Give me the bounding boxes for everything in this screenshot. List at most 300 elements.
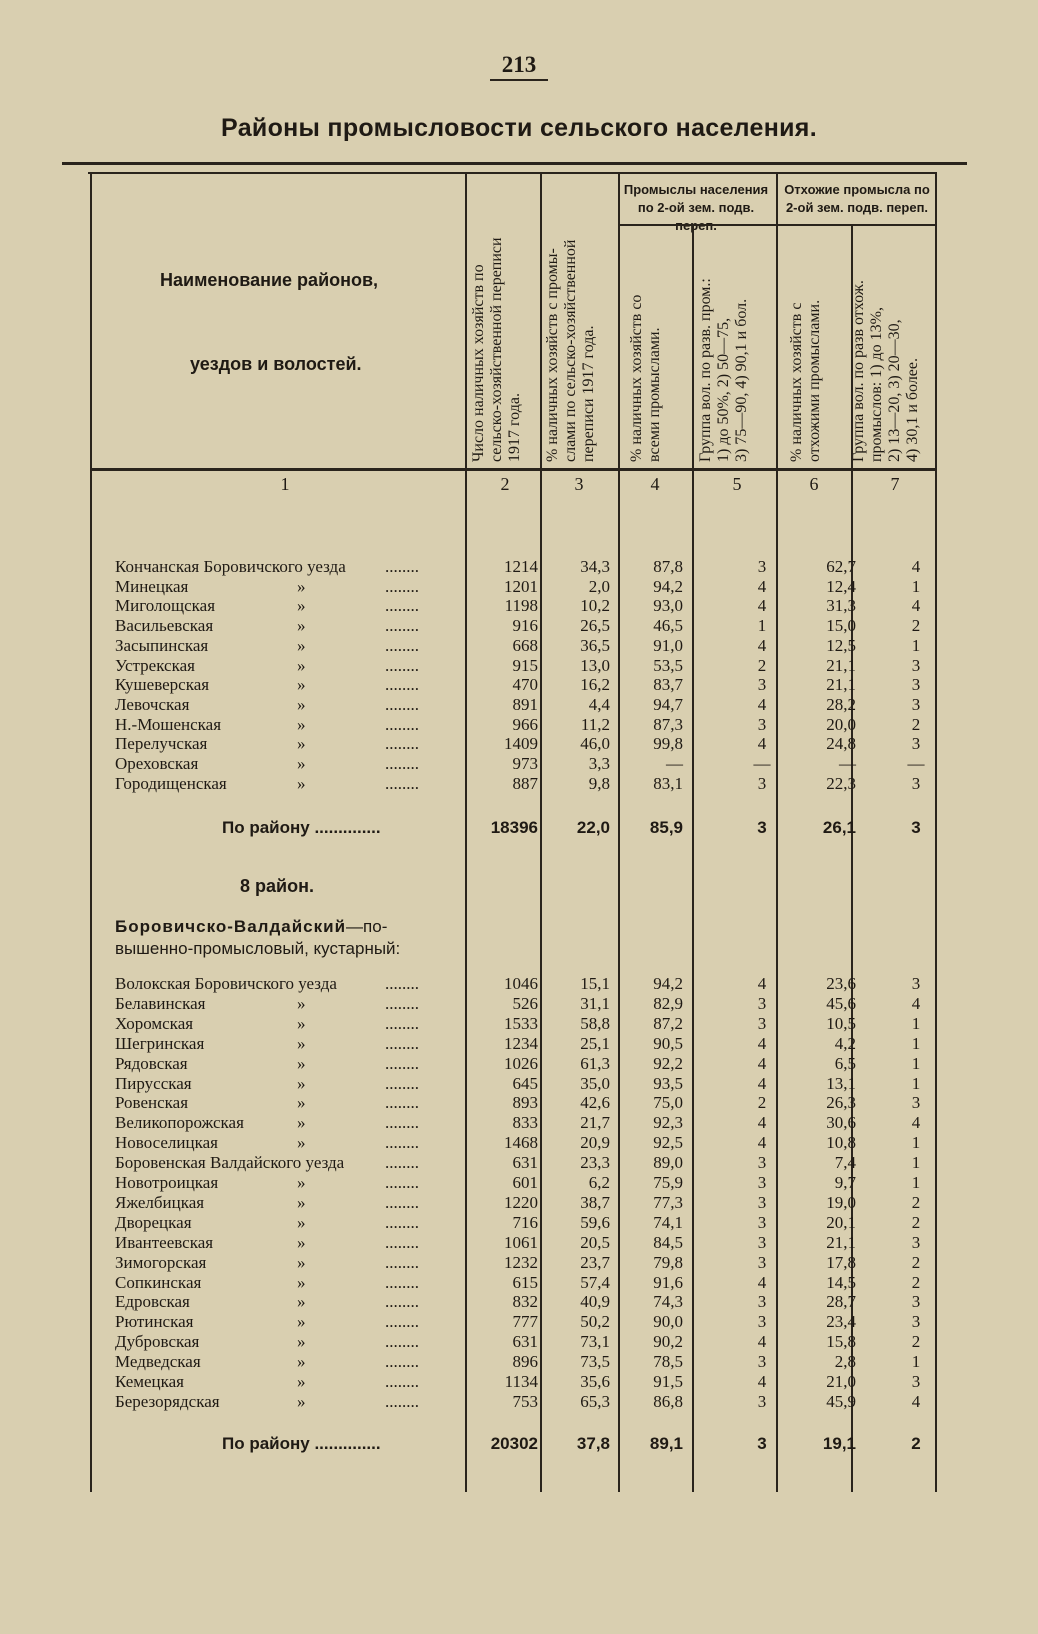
- table-row: [0, 1213, 1038, 1233]
- cell-c4: 91,6: [653, 1272, 683, 1292]
- table-row: [0, 715, 1038, 735]
- section2-region: [115, 916, 400, 960]
- col-number-7: 7: [890, 474, 900, 494]
- cell-c6: 10,8: [826, 1133, 856, 1153]
- header-col2: Число наличных хозяйств по сельско-хозяйственной переписи 1917 года.: [470, 237, 523, 462]
- col-number-1: 1: [280, 474, 290, 494]
- cell-ditto: »: [297, 1352, 306, 1372]
- cell-c6: 26,3: [826, 1093, 856, 1113]
- cell-c6: 28,2: [826, 694, 856, 714]
- cell-c6: 6,5: [834, 1053, 856, 1073]
- cell-c5: 2: [757, 1093, 767, 1113]
- cell-c6: 7,4: [834, 1153, 856, 1173]
- cell-name: Кушеверская: [115, 675, 210, 695]
- header-col6: % наличных хозяйств с отхожими промыслами.: [788, 299, 823, 462]
- cell-c6: 15,0: [826, 616, 856, 636]
- cell-c6: 21,1: [826, 655, 856, 675]
- cell-c7: 3: [911, 1232, 921, 1252]
- leader-dots: ........: [385, 1232, 419, 1252]
- cell-c6: 17,8: [826, 1252, 856, 1272]
- cell-c4: 93,0: [653, 596, 683, 616]
- group-rule-1: [620, 224, 776, 226]
- cell-c6: 19,1: [822, 1434, 856, 1453]
- cell-c6: 62,7: [826, 557, 856, 576]
- cell-c4: 89,1: [649, 1434, 683, 1453]
- cell-c5: 4: [757, 1133, 767, 1153]
- cell-c2: 916: [512, 616, 538, 636]
- cell-c2: 1201: [504, 576, 538, 596]
- table-row: [0, 656, 1038, 676]
- cell-c7: 1: [911, 576, 921, 596]
- cell-c4: 84,5: [653, 1232, 683, 1252]
- cell-c5: 3: [757, 1434, 767, 1453]
- cell-c5: 1: [757, 616, 767, 636]
- table-row: [0, 974, 1038, 994]
- cell-c7: 3: [911, 734, 921, 754]
- cell-ditto: »: [297, 1372, 306, 1391]
- leader-dots: ........: [385, 557, 419, 576]
- cell-c7: 1: [911, 1153, 921, 1173]
- leader-dots: ........: [385, 1372, 419, 1391]
- cell-name: Новоселицкая: [115, 1133, 218, 1153]
- cell-name: Хоромская: [115, 1013, 194, 1033]
- table-row: [0, 1372, 1038, 1392]
- cell-name: Дворецкая: [115, 1212, 192, 1232]
- cell-ditto: »: [297, 1113, 306, 1133]
- cell-c2: 20302: [490, 1434, 538, 1453]
- table-row: [0, 1113, 1038, 1133]
- cell-c6: 20,0: [826, 714, 856, 734]
- cell-ditto: »: [297, 616, 306, 636]
- header-group2: Отхожие промысла по 2-ой зем. подв. переп.: [784, 182, 930, 215]
- cell-c2: 753: [512, 1391, 538, 1411]
- cell-c6: 22,3: [826, 773, 856, 793]
- cell-name: Засыпинская: [115, 635, 209, 655]
- cell-c5: 3: [757, 675, 767, 695]
- cell-c7: 1: [911, 1352, 921, 1372]
- cell-name: Белавинская: [115, 993, 206, 1013]
- leader-dots: ........: [385, 616, 419, 636]
- cell-ditto: »: [297, 1332, 306, 1352]
- cell-c2: 615: [512, 1272, 538, 1292]
- cell-c4: 53,5: [653, 655, 683, 675]
- col-number-3: 3: [574, 474, 584, 494]
- cell-c3: 35,0: [580, 1073, 610, 1093]
- leader-dots: ........: [385, 1252, 419, 1272]
- cell-c3: 61,3: [580, 1053, 610, 1073]
- leader-dots: ........: [385, 1093, 419, 1113]
- leader-dots: ........: [385, 1133, 419, 1153]
- cell-c5: 4: [757, 734, 767, 754]
- cell-c4: 90,5: [653, 1033, 683, 1053]
- table-row: [0, 675, 1038, 695]
- cell-c2: 1214: [504, 557, 538, 576]
- table-row: [0, 1074, 1038, 1094]
- cell-ditto: »: [297, 773, 306, 793]
- cell-c3: 23,3: [580, 1153, 610, 1173]
- cell-c3: 73,5: [580, 1352, 610, 1372]
- cell-c5: 3: [757, 1192, 767, 1212]
- cell-c7: 3: [911, 1312, 921, 1332]
- leader-dots: ........: [385, 1391, 419, 1411]
- cell-name: Медведская: [115, 1352, 201, 1372]
- cell-c2: 1232: [504, 1252, 538, 1272]
- table-row: [0, 636, 1038, 656]
- leader-dots: ........: [385, 974, 419, 993]
- cell-c4: 94,7: [653, 694, 683, 714]
- cell-c2: 1234: [504, 1033, 538, 1053]
- cell-c5: 3: [757, 1352, 767, 1372]
- cell-c2: 1198: [504, 596, 538, 616]
- leader-dots: ........: [385, 1192, 419, 1212]
- cell-c3: 59,6: [580, 1212, 610, 1232]
- cell-ditto: »: [297, 1093, 306, 1113]
- cell-c5: 3: [757, 1391, 767, 1411]
- cell-name: Пирусская: [115, 1073, 192, 1093]
- cell-c6: 20,1: [826, 1212, 856, 1232]
- table-row: [0, 1054, 1038, 1074]
- table-row: [0, 695, 1038, 715]
- table-row: [0, 1392, 1038, 1412]
- cell-c2: 832: [512, 1292, 538, 1312]
- cell-ditto: »: [297, 1053, 306, 1073]
- cell-c2: 470: [512, 675, 538, 695]
- cell-c3: 9,8: [588, 773, 610, 793]
- cell-c7: 3: [911, 694, 921, 714]
- title-rule: [62, 162, 967, 165]
- leader-dots: ........: [385, 1153, 419, 1173]
- cell-c6: 12,5: [826, 635, 856, 655]
- cell-name: Левочская: [115, 694, 190, 714]
- cell-c6: 2,8: [834, 1352, 856, 1372]
- cell-ditto: »: [297, 576, 306, 596]
- cell-c7: 4: [911, 1113, 921, 1133]
- cell-c7: 3: [911, 655, 921, 675]
- cell-c2: 1061: [504, 1232, 538, 1252]
- cell-c7: 1: [911, 1173, 921, 1192]
- col-number-5: 5: [732, 474, 742, 494]
- section2-total-row: [0, 1434, 1038, 1454]
- cell-ditto: »: [297, 1212, 306, 1232]
- cell-c7: 3: [911, 675, 921, 695]
- table-row: [0, 994, 1038, 1014]
- cell-c3: 50,2: [580, 1312, 610, 1332]
- total-label: По району ..............: [222, 818, 381, 837]
- table-row: [0, 1233, 1038, 1253]
- cell-c5: 4: [757, 974, 767, 993]
- cell-name: Великопорожская: [115, 1113, 244, 1133]
- cell-c2: 631: [512, 1332, 538, 1352]
- cell-ditto: »: [297, 993, 306, 1013]
- cell-c4: 90,0: [653, 1312, 683, 1332]
- cell-c2: 1220: [504, 1192, 538, 1212]
- cell-ditto: »: [297, 1252, 306, 1272]
- cell-c4: 91,5: [653, 1372, 683, 1391]
- table-row: [0, 774, 1038, 794]
- cell-name: Зимогорская: [115, 1252, 207, 1272]
- cell-ditto: »: [297, 1013, 306, 1033]
- cell-c7: 2: [911, 1212, 921, 1232]
- table-row: [0, 1173, 1038, 1193]
- leader-dots: ........: [385, 675, 419, 695]
- table-row: [0, 1292, 1038, 1312]
- table-row: [0, 616, 1038, 636]
- cell-c4: 75,9: [653, 1173, 683, 1192]
- cell-c5: 4: [757, 1053, 767, 1073]
- col-number-2: 2: [500, 474, 510, 494]
- cell-c6: 13,1: [826, 1073, 856, 1093]
- cell-c4: 78,5: [653, 1352, 683, 1372]
- table-row: [0, 1133, 1038, 1153]
- leader-dots: ........: [385, 1013, 419, 1033]
- cell-name: Кончанская Боровичского уезда: [115, 557, 346, 576]
- cell-c2: 526: [512, 993, 538, 1013]
- cell-c3: 40,9: [580, 1292, 610, 1312]
- cell-c7: 3: [911, 773, 921, 793]
- cell-c7: 2: [911, 616, 921, 636]
- cell-ditto: »: [297, 1192, 306, 1212]
- cell-name: Минецкая: [115, 576, 189, 596]
- cell-c7: 1: [911, 635, 921, 655]
- cell-name: Устрекская: [115, 655, 195, 675]
- leader-dots: ........: [385, 1033, 419, 1053]
- cell-c5: 4: [757, 694, 767, 714]
- cell-ditto: »: [297, 1232, 306, 1252]
- table-row: [0, 1332, 1038, 1352]
- cell-c5: 3: [757, 1232, 767, 1252]
- section2-heading: 8 район.: [240, 876, 314, 896]
- cell-c2: 893: [512, 1093, 538, 1113]
- cell-c7: 2: [911, 714, 921, 734]
- cell-c4: 92,3: [653, 1113, 683, 1133]
- cell-name: Дубровская: [115, 1332, 200, 1352]
- cell-c7: 3: [911, 1093, 921, 1113]
- cell-ditto: »: [297, 694, 306, 714]
- leader-dots: ........: [385, 1073, 419, 1093]
- cell-c4: 92,5: [653, 1133, 683, 1153]
- cell-c4: 93,5: [653, 1073, 683, 1093]
- cell-c2: 18396: [490, 818, 538, 837]
- cell-c4: —: [666, 754, 683, 773]
- cell-name: Ореховская: [115, 754, 199, 773]
- page-title: Районы промысловости сельского населения.: [221, 114, 817, 142]
- table-row: [0, 1193, 1038, 1213]
- cell-ditto: »: [297, 1272, 306, 1292]
- leader-dots: ........: [385, 734, 419, 754]
- cell-c3: 31,1: [580, 993, 610, 1013]
- cell-name: Боровенская Валдайского уезда: [115, 1153, 345, 1173]
- header-col4: % наличных хозяйств со всеми промыслами.: [628, 294, 663, 462]
- cell-c6: 31,3: [826, 596, 856, 616]
- cell-name: Васильевская: [115, 616, 214, 636]
- table-row: [0, 1312, 1038, 1332]
- cell-c3: 36,5: [580, 635, 610, 655]
- cell-c4: 91,0: [653, 635, 683, 655]
- cell-c3: 58,8: [580, 1013, 610, 1033]
- cell-c3: 3,3: [588, 754, 610, 773]
- region-line2: вышенно-промысловый, кустарный:: [115, 939, 401, 958]
- cell-c4: 94,2: [653, 576, 683, 596]
- cell-c4: 90,2: [653, 1332, 683, 1352]
- cell-c5: 4: [757, 1073, 767, 1093]
- cell-name: Кемецкая: [115, 1372, 185, 1391]
- cell-ditto: »: [297, 1312, 306, 1332]
- cell-c2: 1026: [504, 1053, 538, 1073]
- cell-c4: 92,2: [653, 1053, 683, 1073]
- cell-name: Сопкинская: [115, 1272, 202, 1292]
- cell-c2: 645: [512, 1073, 538, 1093]
- col-number-4: 4: [650, 474, 660, 494]
- cell-c7: 4: [911, 596, 921, 616]
- cell-ditto: »: [297, 675, 306, 695]
- header-col7: Группа вол. по разв отхож. промыслов: 1) до 13%, 2) 13—20, 3) 20—30, 4) 30,1 и более.: [850, 280, 921, 462]
- cell-c7: 2: [911, 1332, 921, 1352]
- cell-name: Рютинская: [115, 1312, 194, 1332]
- cell-ditto: »: [297, 1073, 306, 1093]
- table-row: [0, 1253, 1038, 1273]
- cell-c2: 833: [512, 1113, 538, 1133]
- cell-name: Миголощская: [115, 596, 216, 616]
- cell-c4: 74,3: [653, 1292, 683, 1312]
- cell-ditto: »: [297, 714, 306, 734]
- cell-c5: 3: [757, 714, 767, 734]
- cell-c2: 1046: [504, 974, 538, 993]
- cell-c4: 74,1: [653, 1212, 683, 1232]
- table-row: [0, 1034, 1038, 1054]
- cell-c6: 24,8: [826, 734, 856, 754]
- cell-c3: 25,1: [580, 1033, 610, 1053]
- cell-name: Новотроицкая: [115, 1173, 219, 1192]
- cell-c3: 20,9: [580, 1133, 610, 1153]
- leader-dots: ........: [385, 576, 419, 596]
- cell-name: Ивантеевская: [115, 1232, 214, 1252]
- header-group1: Промыслы населения по 2-ой зем. подв. переп.: [623, 182, 769, 233]
- cell-c7: 4: [911, 993, 921, 1013]
- cell-c7: 3: [911, 974, 921, 993]
- leader-dots: ........: [385, 1332, 419, 1352]
- leader-dots: ........: [385, 1212, 419, 1232]
- cell-name: Ровенская: [115, 1093, 189, 1113]
- section1-total-row: [0, 818, 1038, 838]
- cell-c6: —: [839, 754, 856, 773]
- cell-c6: 21,1: [826, 1232, 856, 1252]
- cell-c7: 2: [911, 1192, 921, 1212]
- cell-c3: 11,2: [580, 714, 610, 734]
- cell-c4: 79,8: [653, 1252, 683, 1272]
- page-number: 213: [0, 52, 1038, 78]
- table-row: [0, 1014, 1038, 1034]
- cell-c5: 3: [757, 1212, 767, 1232]
- leader-dots: ........: [385, 1352, 419, 1372]
- cell-c3: 46,0: [580, 734, 610, 754]
- cell-c4: 87,2: [653, 1013, 683, 1033]
- cell-c6: 15,8: [826, 1332, 856, 1352]
- cell-c7: 3: [911, 1372, 921, 1391]
- cell-c6: 14,5: [826, 1272, 856, 1292]
- leader-dots: ........: [385, 694, 419, 714]
- leader-dots: ........: [385, 1312, 419, 1332]
- cell-c5: 4: [757, 1113, 767, 1133]
- cell-c5: 4: [757, 1332, 767, 1352]
- cell-c5: 3: [757, 1153, 767, 1173]
- cell-name: Волокская Боровичского уезда: [115, 974, 337, 993]
- cell-ditto: »: [297, 635, 306, 655]
- cell-c2: 1409: [504, 734, 538, 754]
- cell-c7: —: [907, 754, 925, 773]
- region-name: Боровичско-Валдайский: [115, 917, 347, 936]
- cell-name: Яжелбицкая: [115, 1192, 205, 1212]
- table-row: [0, 1273, 1038, 1293]
- leader-dots: ........: [385, 1173, 419, 1192]
- cell-c7: 2: [911, 1252, 921, 1272]
- cell-c2: 891: [512, 694, 538, 714]
- cell-name: Н.-Мошенская: [115, 714, 222, 734]
- leader-dots: ........: [385, 655, 419, 675]
- cell-c2: 1468: [504, 1133, 538, 1153]
- header-name-line2: уездов и волостей.: [190, 354, 362, 374]
- cell-c5: 4: [757, 1033, 767, 1053]
- cell-c3: 34,3: [580, 557, 610, 576]
- cell-c2: 896: [512, 1352, 538, 1372]
- table-row: [0, 1093, 1038, 1113]
- cell-c2: 601: [512, 1173, 538, 1192]
- cell-c6: 21,1: [826, 675, 856, 695]
- cell-c5: 2: [757, 655, 767, 675]
- cell-c3: 37,8: [576, 1434, 610, 1453]
- leader-dots: ........: [385, 1272, 419, 1292]
- cell-c4: 86,8: [653, 1391, 683, 1411]
- cell-c7: 4: [911, 557, 921, 576]
- header-name-line1: Наименование районов,: [160, 270, 379, 290]
- col-number-6: 6: [809, 474, 819, 494]
- cell-c3: 22,0: [576, 818, 610, 837]
- cell-c2: 1533: [504, 1013, 538, 1033]
- cell-c6: 45,9: [826, 1391, 856, 1411]
- cell-c7: 2: [911, 1434, 921, 1453]
- cell-c7: 1: [911, 1133, 921, 1153]
- cell-c7: 1: [911, 1053, 921, 1073]
- cell-c6: 21,0: [826, 1372, 856, 1391]
- cell-c6: 30,6: [826, 1113, 856, 1133]
- cell-c6: 23,4: [826, 1312, 856, 1332]
- cell-c6: 45,6: [826, 993, 856, 1013]
- cell-c4: 77,3: [653, 1192, 683, 1212]
- cell-c3: 57,4: [580, 1272, 610, 1292]
- cell-name: Рядовская: [115, 1053, 188, 1073]
- cell-c7: 3: [911, 818, 921, 837]
- cell-c3: 23,7: [580, 1252, 610, 1272]
- header-bottom-rule: [90, 468, 936, 471]
- cell-c3: 26,5: [580, 616, 610, 636]
- cell-c2: 777: [512, 1312, 538, 1332]
- cell-ditto: »: [297, 596, 306, 616]
- cell-c2: 966: [512, 714, 538, 734]
- table-row: [0, 577, 1038, 597]
- cell-c3: 20,5: [580, 1232, 610, 1252]
- leader-dots: ........: [385, 635, 419, 655]
- cell-c4: 85,9: [649, 818, 683, 837]
- cell-c3: 2,0: [588, 576, 610, 596]
- leader-dots: ........: [385, 714, 419, 734]
- total-label: По району ..............: [222, 1434, 381, 1453]
- cell-c7: 1: [911, 1073, 921, 1093]
- cell-name: Березорядская: [115, 1391, 220, 1411]
- cell-c5: 3: [757, 1312, 767, 1332]
- cell-c6: 10,5: [826, 1013, 856, 1033]
- cell-c5: 3: [757, 993, 767, 1013]
- table-row: [0, 1153, 1038, 1173]
- cell-c6: 4,2: [834, 1033, 856, 1053]
